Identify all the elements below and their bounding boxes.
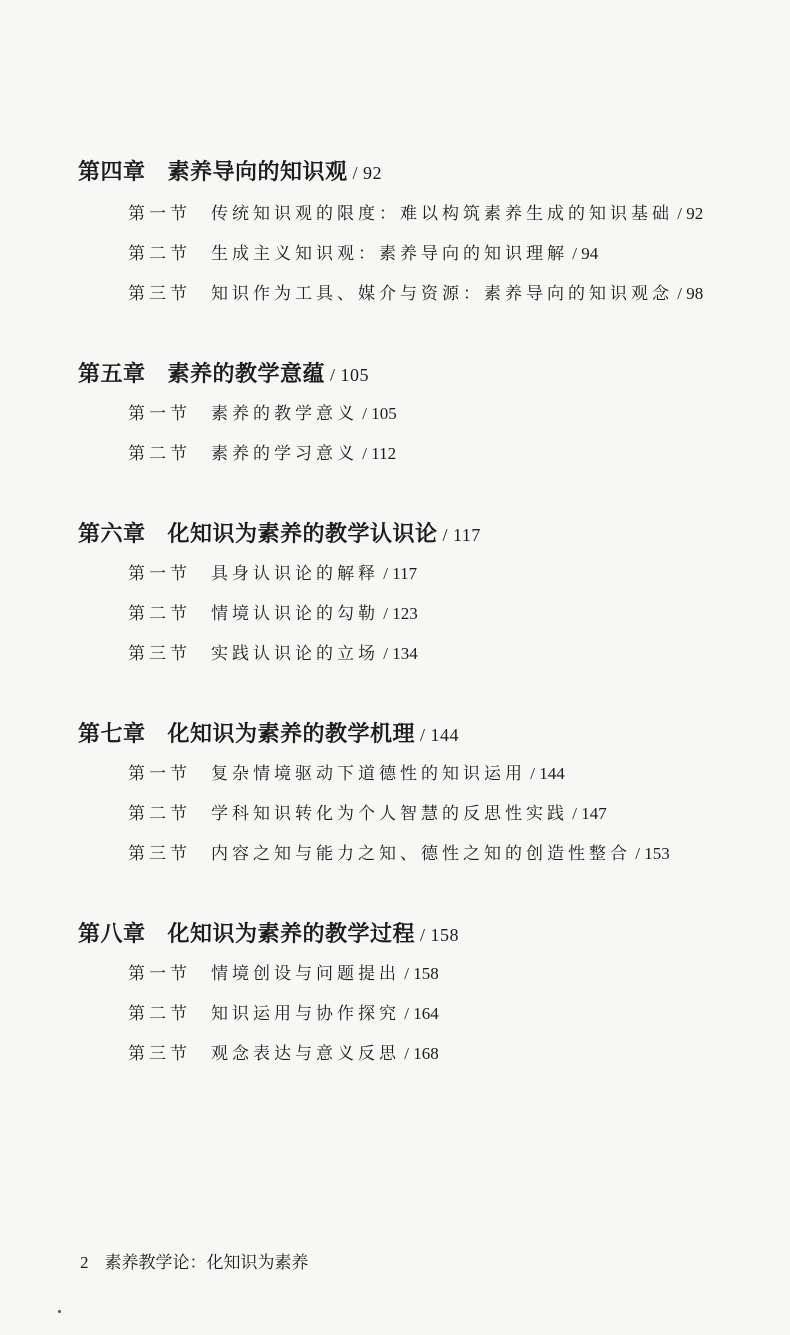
section-page: / 168 xyxy=(400,1044,439,1063)
toc-section xyxy=(128,1042,439,1066)
toc-section xyxy=(128,1002,439,1026)
chapter-heading xyxy=(78,520,481,549)
section-page: / 164 xyxy=(400,1004,439,1023)
toc-section xyxy=(128,762,565,786)
section-label: 第一节 xyxy=(128,964,191,984)
section-title: 情境认识论的勾勒 xyxy=(211,604,379,624)
chapter-label: 第五章 xyxy=(78,361,146,387)
footer-page-number: 2 xyxy=(80,1253,89,1272)
chapter-heading xyxy=(78,158,382,187)
section-label: 第一节 xyxy=(128,764,191,784)
scan-speck xyxy=(58,1310,61,1313)
section-title: 复杂情境驱动下道德性的知识运用 xyxy=(211,764,526,784)
toc-section xyxy=(128,442,396,466)
chapter-heading xyxy=(78,360,369,389)
toc-section xyxy=(128,962,439,986)
toc-section xyxy=(128,282,703,306)
section-page: / 147 xyxy=(568,804,607,823)
toc-section xyxy=(128,802,607,826)
section-label: 第二节 xyxy=(128,604,191,624)
section-label: 第一节 xyxy=(128,404,191,424)
section-label: 第二节 xyxy=(128,444,191,464)
section-title: 知识作为工具、媒介与资源：素养导向的知识观念 xyxy=(211,284,673,304)
chapter-title: 化知识为素养的教学机理 xyxy=(167,721,416,747)
section-label: 第三节 xyxy=(128,284,191,304)
chapter-heading xyxy=(78,720,459,749)
section-title: 生成主义知识观：素养导向的知识理解 xyxy=(211,244,568,264)
toc-section xyxy=(128,202,703,226)
section-title: 实践认识论的立场 xyxy=(211,644,379,664)
section-title: 内容之知与能力之知、德性之知的创造性整合 xyxy=(211,844,631,864)
section-label: 第一节 xyxy=(128,564,191,584)
section-label: 第一节 xyxy=(128,204,191,224)
chapter-label: 第六章 xyxy=(78,521,146,547)
toc-section xyxy=(128,402,397,426)
section-title: 观念表达与意义反思 xyxy=(211,1044,400,1064)
section-page: / 105 xyxy=(358,404,397,423)
section-page: / 92 xyxy=(673,204,704,223)
toc-section xyxy=(128,242,598,266)
page-footer xyxy=(80,1248,309,1273)
section-page: / 94 xyxy=(568,244,599,263)
section-label: 第二节 xyxy=(128,804,191,824)
section-page: / 123 xyxy=(379,604,418,623)
footer-book-title: 素养教学论：化知识为素养 xyxy=(104,1253,309,1273)
toc-section xyxy=(128,602,418,626)
chapter-title: 化知识为素养的教学认识论 xyxy=(167,521,438,547)
section-label: 第三节 xyxy=(128,644,191,664)
section-label: 第二节 xyxy=(128,1004,191,1024)
section-title: 情境创设与问题提出 xyxy=(211,964,400,984)
toc-section xyxy=(128,642,418,666)
section-page: / 112 xyxy=(358,444,397,463)
chapter-heading xyxy=(78,920,459,949)
toc-section xyxy=(128,842,670,866)
section-page: / 134 xyxy=(379,644,418,663)
section-page: / 117 xyxy=(379,564,418,583)
section-title: 知识运用与协作探究 xyxy=(211,1004,400,1024)
section-page: / 153 xyxy=(631,844,670,863)
section-title: 学科知识转化为个人智慧的反思性实践 xyxy=(211,804,568,824)
section-title: 具身认识论的解释 xyxy=(211,564,379,584)
section-page: / 158 xyxy=(400,964,439,983)
chapter-label: 第四章 xyxy=(78,159,146,185)
toc-section xyxy=(128,562,417,586)
chapter-title: 素养的教学意蕴 xyxy=(167,361,326,387)
section-page: / 144 xyxy=(526,764,565,783)
section-title: 传统知识观的限度：难以构筑素养生成的知识基础 xyxy=(211,204,673,224)
chapter-page: / 92 xyxy=(347,163,383,183)
chapter-label: 第七章 xyxy=(78,721,146,747)
chapter-page: / 105 xyxy=(325,365,370,385)
chapter-page: / 158 xyxy=(415,925,460,945)
chapter-page: / 144 xyxy=(415,725,460,745)
chapter-label: 第八章 xyxy=(78,921,146,947)
chapter-page: / 117 xyxy=(437,525,481,545)
section-page: / 98 xyxy=(673,284,704,303)
chapter-title: 化知识为素养的教学过程 xyxy=(167,921,416,947)
section-title: 素养的学习意义 xyxy=(211,444,358,464)
section-label: 第三节 xyxy=(128,1044,191,1064)
section-label: 第三节 xyxy=(128,844,191,864)
chapter-title: 素养导向的知识观 xyxy=(167,159,348,185)
section-title: 素养的教学意义 xyxy=(211,404,358,424)
section-label: 第二节 xyxy=(128,244,191,264)
